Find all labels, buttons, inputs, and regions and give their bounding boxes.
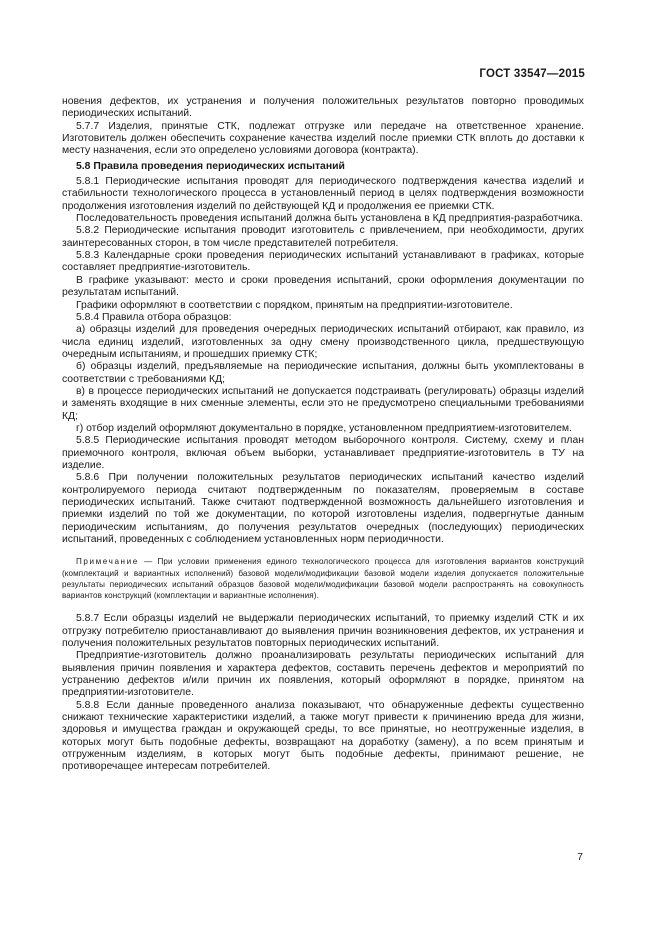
paragraph-5-8-3: 5.8.3 Календарные сроки проведения периодических испытаний устанавливают в графиках, которые составляет предприятие-изготовитель. <box>62 250 584 274</box>
list-item-b: б) образцы изделий, предъявляемые на периодические испытания, должны быть укомплектованы в соответствии с требованиями КД; <box>62 361 584 385</box>
section-heading-5-8: 5.8 Правила проведения периодических испытаний <box>76 160 345 172</box>
paragraph-5-8-8: 5.8.8 Если данные проведенного анализа показывают, что обнаруженные дефекты существенно снижают технические характеристики изделий, а также могут привести к причинению вреда для жизни, здоровья и имущества граждан и окружающей среды, то все принятые, но неотгруженные изделия, в которых могут быть подобные дефекты, возвращают на доработку (замену), а по всем принятым и отгруженным изделиям, в которых могут быть подобные дефекты, принимают решение, не противоречащее интересам потребителей. <box>62 699 584 773</box>
list-item-a: а) образцы изделий для проведения очередных периодических испытаний отбирают, как правило, из числа единиц изделий, изготовленных за одну смену производственного цикла, предшествующую очередным испытаниям, и прошедших приемку СТК; <box>62 324 584 360</box>
paragraph-continuation: новения дефектов, их устранения и получения положительных результатов повторно проводимых периодических испытаний. <box>62 96 584 120</box>
paragraph-5-8-7: 5.8.7 Если образцы изделий не выдержали периодических испытаний, то приемку изделий СТК и их отгрузку потребителю приостанавливают до выявления причин возникновения дефектов, их устранения и получения положительных результатов повторных периодических испытаний. <box>62 613 584 649</box>
paragraph-5-8-4: 5.8.4 Правила отбора образцов: <box>76 311 232 323</box>
note <box>62 556 584 601</box>
paragraph-schedule-content: В графике указывают: место и сроки проведения испытаний, сроки оформления документации по результатам испытаний. <box>62 274 584 299</box>
list-item-v: в) в процессе периодических испытаний не допускается подстраивать (регулировать) образцы изделий и заменять входящие в них сменные элементы, если это не предусмотрено специальными требованиями КД; <box>62 385 584 422</box>
paragraph-5-7-7: 5.7.7 Изделия, принятые СТК, подлежат отгрузке или передаче на ответственное хранение. Изготовитель должен обеспечить сохранение качества изделий после приемки СТК вплоть до доставки к месту назначения, если это определено условиями договора (контракта). <box>62 120 584 157</box>
paragraph-analysis: Предприятие-изготовитель должно проанализировать результаты периодических испытаний для выявления причин появления и характера дефектов, составить перечень дефектов и мероприятий по устранению дефектов и/или причин их появления, который оформляют в порядке, принятом на предприятии-изготовителе. <box>62 650 584 699</box>
note-label: Примечание <box>76 557 139 567</box>
document-body <box>62 96 584 774</box>
standard-number: ГОСТ 33547—2015 <box>479 68 585 80</box>
paragraph-5-8-5: 5.8.5 Периодические испытания проводят методом выборочного контроля. Систему, схему и план приемочного контроля, включая объем выборки, устанавливает предприятие-изготовитель в ТУ на изделие. <box>62 435 584 471</box>
page-number: 7 <box>577 851 583 863</box>
note-text: — При условии применения единого технологического процесса для изготовления вариантов конструкций (комплектаций и вариантных исполнений) базовой модели/модификации базовой модели изделия допускается положительные результаты периодических испытаний образцов базовой модели/модификации базовой модели распространять на совокупность вариантов конструкций (комплектации и вариантные исполнения). <box>62 557 584 600</box>
paragraph-5-8-6: 5.8.6 При получении положительных результатов периодических испытаний качество изделий контролируемого периода считают подтвержденным по показателям, проверяемым в составе периодических испытаний. Также считают подтвержденной возможность дальнейшего изготовления и приемки изделий по той же документации, по которой изготовлены изделия, подвергнутые данным периодическим испытаниям, до получения результатов очередных (последующих) периодических испытаний, проведенных с соблюдением установленных норм периодичности. <box>62 472 584 546</box>
list-item-g: г) отбор изделий оформляют документально в порядке, установленном предприятием-изготовителем. <box>76 422 572 434</box>
paragraph-5-8-2: 5.8.2 Периодические испытания проводит изготовитель с привлечением, при необходимости, других заинтересованных сторон, в том числе представителей потребителя. <box>62 225 584 249</box>
paragraph-schedule-format: Графики оформляют в соответствии с порядком, принятым на предприятии-изготовителе. <box>76 299 513 311</box>
paragraph-5-8-1: 5.8.1 Периодические испытания проводят для периодического подтверждения качества изделий и стабильности технологического процесса в установленный период в целях подтверждения возможности продолжения изготовления изделий по действующей КД и продолжения ее приемки СТК. <box>62 176 584 212</box>
paragraph-sequence: Последовательность проведения испытаний должна быть установлена в КД предприятия-разработчика. <box>76 213 583 225</box>
